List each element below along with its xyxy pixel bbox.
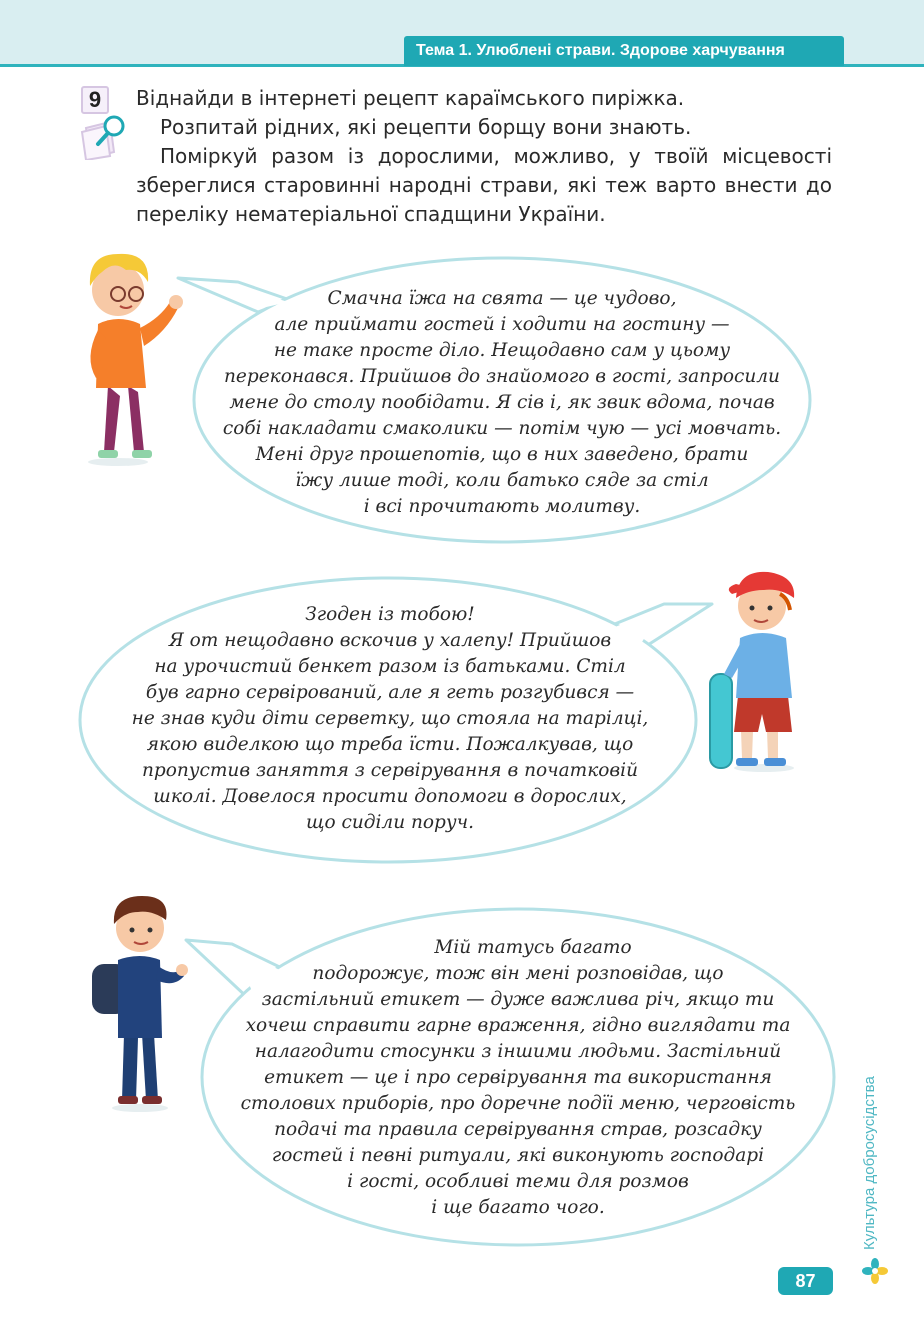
section-title-vertical: Культура добросусідства bbox=[861, 1076, 878, 1250]
speech-3-line: налагодити стосунки з іншими людьми. Застільний bbox=[254, 1041, 782, 1062]
speech-1-line: Смачна їжа на свята — це чудово, bbox=[327, 288, 677, 309]
speech-3-line: етикет — це і про сервірування та використання bbox=[264, 1067, 772, 1088]
flower-icon bbox=[862, 1258, 888, 1284]
speech-1-line: собі накладати смаколики — потім чую — усі мовчать. bbox=[222, 418, 782, 439]
speech-3-line: подачі та правила сервірування страв, розсадку bbox=[274, 1119, 762, 1140]
speech-1-line: не таке просте діло. Нещодавно сам у цьому bbox=[273, 340, 731, 361]
speech-text-3 bbox=[212, 935, 824, 1221]
speech-2-line: школі. Довелося просити допомоги в дорослих, bbox=[153, 786, 627, 807]
task-line-2: Розпитай рідних, які рецепти борщу вони знають. bbox=[160, 115, 692, 139]
topic-title: Тема 1. Улюблені страви. Здорове харчування bbox=[404, 36, 844, 66]
speech-1-line: їжу лише тоді, коли батько сяде за стіл bbox=[295, 470, 709, 491]
task-number: 9 bbox=[81, 86, 109, 114]
speech-1-line: але приймати гостей і ходити на гостину — bbox=[274, 314, 730, 335]
speech-1-line: мене до столу пообідати. Я сів і, як звик вдома, почав bbox=[229, 392, 775, 413]
speech-3-line: столових приборів, про доречне подїі меню, черговість bbox=[240, 1093, 796, 1114]
speech-2-line: Я от нещодавно вскочив у халепу! Прийшов bbox=[168, 630, 612, 651]
blond-boy-illustration bbox=[74, 246, 186, 466]
speech-1-line: Мені друг прошепотів, що в них заведено, брати bbox=[255, 444, 749, 465]
speech-2-line: що сиділи поруч. bbox=[305, 812, 475, 833]
speech-3-line: гостей і певні ритуали, які виконують господарі bbox=[271, 1145, 765, 1166]
speech-3-line: застільний етикет — дуже важлива річ, якщо ти bbox=[261, 989, 775, 1010]
speech-3-line: і ще багато чого. bbox=[431, 1197, 605, 1218]
task-line-1: Віднайди в інтернеті рецепт караїмського пиріжка. bbox=[136, 86, 685, 110]
speech-2-line: пропустив заняття з сервірування в початковій bbox=[141, 760, 639, 781]
backpack-boy-illustration bbox=[88, 888, 192, 1114]
speech-3-line: хочеш справити гарне враження, гідно виглядати та bbox=[245, 1015, 791, 1036]
task-line-3: Поміркуй разом із дорослими, можливо, у твоїй місцевості збереглися старовинні народні страви, які теж варто внести до переліку нематеріальної спадщини України. bbox=[136, 144, 832, 226]
speech-2-line: був гарно сервірований, але я геть розгубився — bbox=[145, 682, 635, 703]
speech-text-2 bbox=[90, 602, 690, 836]
speech-2-line: не знав куди діти серветку, що стояла на тарілці, bbox=[131, 708, 649, 729]
speech-2-line: якою виделкою що треба їсти. Пожалкував, що bbox=[146, 734, 634, 755]
speech-3-line: Мій татусь багато bbox=[434, 937, 632, 958]
speech-2-line: Згоден із тобою! bbox=[305, 604, 475, 625]
speech-text-1 bbox=[198, 286, 806, 520]
speech-3-line: і гості, особливі теми для розмов bbox=[347, 1171, 689, 1192]
speech-3-line: подорожує, тож він мені розповідав, що bbox=[312, 963, 724, 984]
cap-boy-illustration bbox=[704, 554, 816, 774]
speech-2-line: на урочистий бенкет разом із батьками. Стіл bbox=[154, 656, 626, 677]
speech-1-line: переконався. Прийшов до знайомого в гості, запросили bbox=[224, 366, 780, 387]
speech-1-line: і всі прочитають молитву. bbox=[363, 496, 641, 517]
page-number: 87 bbox=[778, 1267, 833, 1295]
